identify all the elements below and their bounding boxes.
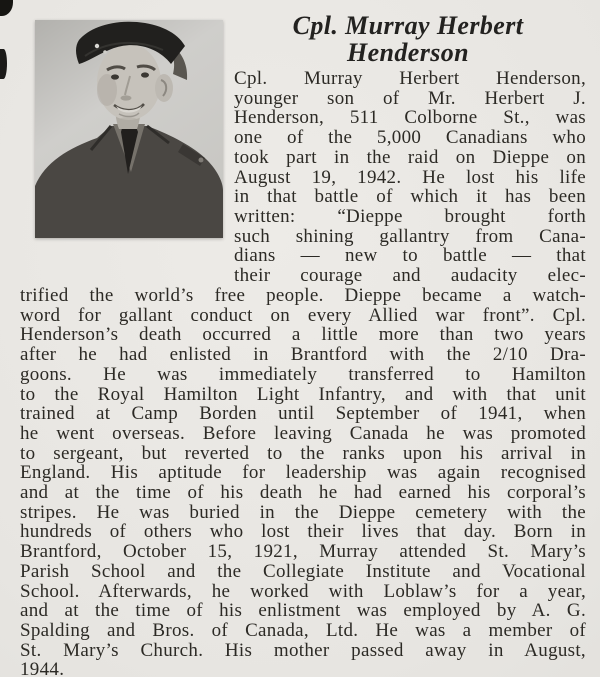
- title-line-1: Cpl. Murray Herbert: [292, 11, 524, 40]
- text-line: and at the time of his death he had earned his corporal’s: [20, 482, 586, 504]
- title-line-2: Henderson: [346, 38, 470, 67]
- text-line: took part in the raid on Dieppe on: [234, 146, 586, 168]
- soldier-portrait-photo: [35, 20, 223, 238]
- text-line: hundreds of others who lost their lives that day. Born in: [20, 521, 586, 543]
- text-line: Parish School and the Collegiate Institute and Vocational: [20, 560, 586, 582]
- text-line: School. Afterwards, he worked with Loblaw’s for a year,: [20, 580, 586, 602]
- ear: [155, 74, 173, 102]
- text-line: Henderson, 511 Colborne St., was: [234, 107, 586, 129]
- text-line: Brantford, October 15, 1921, Murray attended St. Mary’s: [20, 541, 586, 563]
- text-line: to sergeant, but reverted to the ranks upon his arrival in: [20, 442, 586, 464]
- text-line: word for gallant conduct on every Allied war front”. Cpl.: [20, 304, 586, 326]
- soldier-portrait-illustration: [35, 20, 223, 238]
- text-line: one of the 5,000 Canadians who: [234, 127, 586, 149]
- text-line: Cpl. Murray Herbert Henderson,: [234, 68, 586, 89]
- text-line: Henderson’s death occurred a little more than two years: [20, 324, 586, 346]
- eye-left: [111, 74, 119, 79]
- scan-artifact-left-edge: [0, 49, 7, 79]
- text-line: England. His aptitude for leadership was again recognised: [20, 462, 586, 484]
- text-line: such shining gallantry from Cana-: [234, 225, 586, 247]
- text-line: trained at Camp Borden until September of 1941, when: [20, 403, 586, 425]
- text-line: goons. He was immediately transferred to Hamilton: [20, 363, 586, 385]
- article-column-text: [234, 69, 586, 286]
- cap-badge: [95, 44, 99, 48]
- text-line: Spalding and Bros. of Canada, Ltd. He was a member of: [20, 619, 586, 641]
- text-line: he went overseas. Before leaving Canada he was promoted: [20, 422, 586, 444]
- text-line: dians — new to battle — that: [234, 245, 586, 267]
- article-title: [228, 12, 588, 66]
- text-line: St. Mary’s Church. His mother passed away in August,: [20, 639, 586, 661]
- text-line: after he had enlisted in Brantford with the 2/10 Dra-: [20, 344, 586, 366]
- text-line: and at the time of his enlistment was employed by A. G.: [20, 600, 586, 622]
- text-line: in that battle of which it has been: [234, 186, 586, 208]
- text-line: to the Royal Hamilton Light Infantry, and with that unit: [20, 383, 586, 405]
- text-line: 1944.: [20, 659, 65, 677]
- text-line: written: “Dieppe brought forth: [234, 205, 586, 227]
- text-line: August 19, 1942. He lost his life: [234, 166, 586, 188]
- text-line: younger son of Mr. Herbert J.: [234, 87, 586, 109]
- scan-artifact-top-left: [0, 0, 13, 16]
- text-line: trified the world’s free people. Dieppe became a watch-: [20, 285, 586, 306]
- eye-right: [141, 72, 149, 77]
- article-fullwidth-text: [20, 286, 586, 677]
- text-line: stripes. He was buried in the Dieppe cemetery with the: [20, 501, 586, 523]
- text-line: their courage and audacity elec-: [234, 265, 586, 287]
